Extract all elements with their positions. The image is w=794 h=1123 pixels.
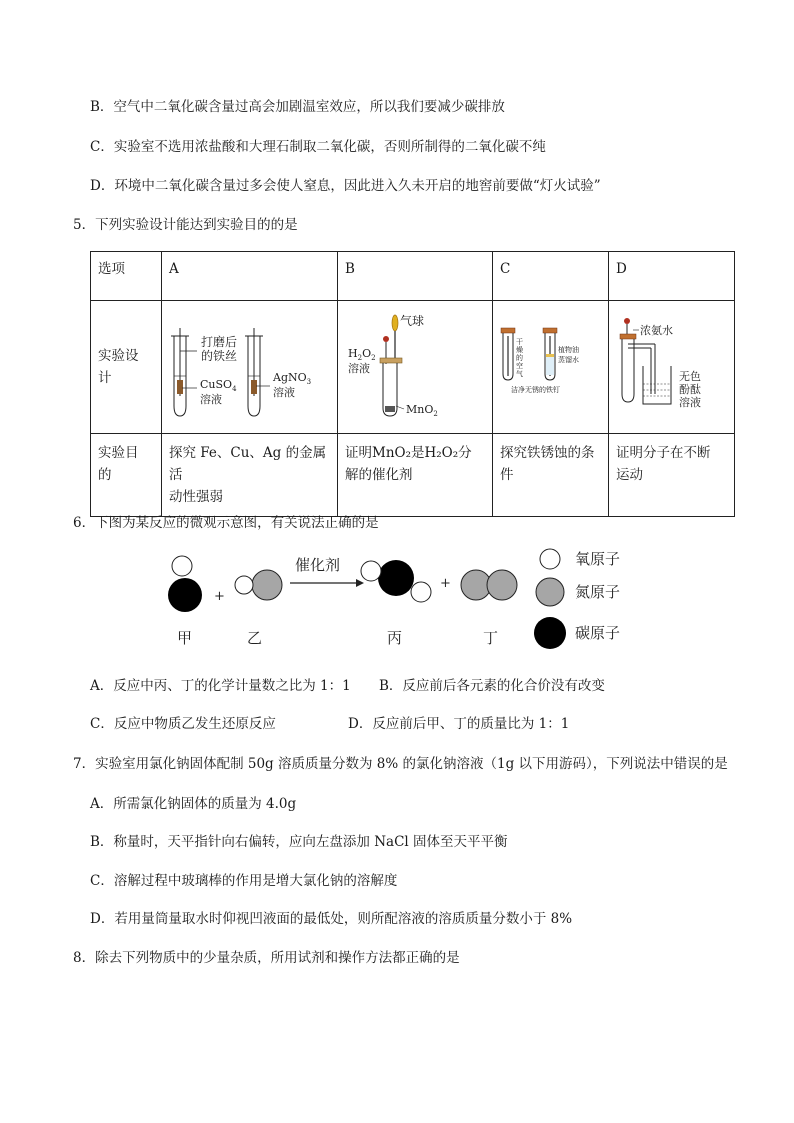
reaction-arrow-head	[356, 579, 364, 587]
table-row-design	[91, 301, 735, 434]
q6-option-c: C．反应中物质乙发生还原反应	[90, 716, 276, 732]
figure-c-rust-test	[493, 306, 608, 422]
figure-a-cell	[162, 301, 338, 434]
label-clean-nail: 洁净无锈的铁钉	[511, 385, 560, 394]
goal-cell-b	[338, 434, 493, 517]
legend-oxygen-label: 氧原子	[575, 550, 621, 568]
figure-d-cell	[609, 301, 735, 434]
label-phenol-2: 酚酞	[679, 382, 701, 396]
q4-option-d: D．环境中二氧化碳含量过多会使人窒息，因此进入久未开启的地窖前要做“灯火试验”	[90, 178, 601, 194]
table-header-cell: B	[338, 252, 493, 301]
table-header-row	[91, 252, 735, 301]
legend-carbon-icon	[534, 617, 566, 649]
figure-d-ammonia-diffusion	[609, 306, 734, 422]
figure-b-cell	[338, 301, 493, 434]
goal-line: 证明MnO₂是H₂O₂分	[345, 445, 472, 461]
label-dry-5: 气	[516, 369, 523, 378]
label-iron-wire-1: 打磨后	[201, 334, 238, 349]
nitrogen-atom	[487, 570, 517, 600]
oxygen-atom	[172, 556, 192, 576]
label-iron-wire-2: 的铁丝	[201, 348, 238, 363]
q4-option-b: B．空气中二氧化碳含量过高会加剧温室效应，所以我们要减少碳排放	[90, 99, 505, 115]
q6-option-a: A．反应中丙、丁的化学计量数之比为 1：1	[90, 678, 351, 694]
goal-line: 动性强弱	[169, 489, 223, 505]
legend-nitrogen-icon	[536, 578, 564, 606]
label-dry-3: 的	[516, 353, 523, 362]
row-label-goal	[91, 434, 162, 517]
q5-table	[90, 251, 735, 517]
label-ding: 丁	[483, 629, 499, 647]
q7-option-c: C．溶解过程中玻璃棒的作用是增大氯化钠的溶解度	[90, 873, 398, 889]
label-agno3-solution: 溶液	[273, 385, 295, 399]
catalyst-label: 催化剂	[295, 556, 341, 574]
q7-stem: 7．实验室用氯化钠固体配制 50g 溶质质量分数为 8% 的氯化钠溶液（1g 以下用游码），下列说法中错误的是	[73, 756, 728, 772]
oxygen-atom	[361, 561, 381, 581]
table-row-goal	[91, 434, 735, 517]
q7-option-a: A．所需氯化钠固体的质量为 4.0g	[90, 796, 297, 812]
label-bing: 丙	[387, 629, 403, 647]
q4-option-c: C．实验室不选用浓盐酸和大理石制取二氧化碳，否则所制得的二氧化碳不纯	[90, 139, 546, 155]
label-jia: 甲	[177, 629, 193, 647]
carbon-atom	[168, 578, 202, 612]
label-yi: 乙	[247, 629, 263, 647]
label-dry-2: 燥	[516, 345, 523, 354]
q6-reaction-diagram	[150, 545, 650, 655]
label-phenol-1: 无色	[679, 369, 701, 383]
row-label-line: 实验设	[98, 348, 139, 364]
goal-line: 解的催化剂	[345, 467, 413, 483]
table-header-cell: 选项	[91, 252, 162, 301]
plus-sign: +	[214, 589, 225, 604]
figure-a-test-tubes	[162, 306, 337, 422]
label-mno2: MnO$_2$	[406, 402, 438, 418]
label-balloon: 气球	[400, 313, 425, 328]
legend-nitrogen-label: 氮原子	[575, 583, 621, 601]
oxygen-atom	[411, 582, 431, 602]
row-label-line: 计	[98, 370, 112, 386]
table-header-cell: C	[493, 252, 609, 301]
label-dry-4: 空	[516, 361, 523, 370]
label-vegetable-oil: 植物油	[558, 345, 579, 354]
goal-line: 运动	[616, 467, 643, 483]
q7-option-d: D．若用量筒量取水时仰视凹液面的最低处，则所配溶液的溶质质量分数小于 8%	[90, 911, 573, 927]
goal-cell-c	[493, 434, 609, 517]
figure-b-catalyst-setup	[338, 306, 492, 422]
legend-oxygen-icon	[540, 549, 560, 569]
legend-carbon-label: 碳原子	[575, 624, 621, 642]
plus-sign: +	[440, 576, 451, 591]
label-ammonia: 浓氨水	[640, 323, 673, 337]
label-h2o2-solution: 溶液	[348, 361, 370, 375]
label-distilled-water: 蒸馏水	[558, 355, 579, 364]
label-phenol-3: 溶液	[679, 395, 701, 409]
q7-option-b: B．称量时，天平指针向右偏转，应向左盘添加 NaCl 固体至天平平衡	[90, 834, 508, 850]
q8-stem: 8．除去下列物质中的少量杂质，所用试剂和操作方法都正确的是	[73, 950, 460, 966]
oxygen-atom	[235, 576, 253, 594]
goal-line: 件	[500, 467, 514, 483]
goal-line: 证明分子在不断	[616, 445, 711, 461]
table-header-cell: A	[162, 252, 338, 301]
table-header-cell: D	[609, 252, 735, 301]
q6-option-d: D．反应前后甲、丁的质量比为 1：1	[348, 716, 570, 732]
carbon-atom	[378, 560, 414, 596]
label-dry-1: 干	[516, 337, 523, 346]
figure-c-cell	[493, 301, 609, 434]
label-agno3: AgNO$_3$	[273, 370, 312, 386]
goal-cell-a	[162, 434, 338, 517]
label-cuso4: CuSO$_4$	[200, 377, 237, 393]
goal-line: 探究 Fe、Cu、Ag 的金属活	[169, 445, 327, 483]
label-h2o2: $H_2O_2$	[348, 346, 376, 362]
q6-option-b: B．反应前后各元素的化合价没有改变	[379, 678, 605, 694]
goal-line: 探究铁锈蚀的条	[500, 445, 595, 461]
goal-cell-d	[609, 434, 735, 517]
row-label-line: 实验目	[98, 445, 139, 461]
label-cuso4-solution: 溶液	[200, 392, 222, 406]
row-label-design	[91, 301, 162, 434]
q5-stem: 5．下列实验设计能达到实验目的的是	[73, 217, 298, 233]
q6-stem: 6．下图为某反应的微观示意图，有关说法正确的是	[73, 515, 379, 531]
row-label-line: 的	[98, 467, 112, 483]
nitrogen-atom	[252, 570, 282, 600]
